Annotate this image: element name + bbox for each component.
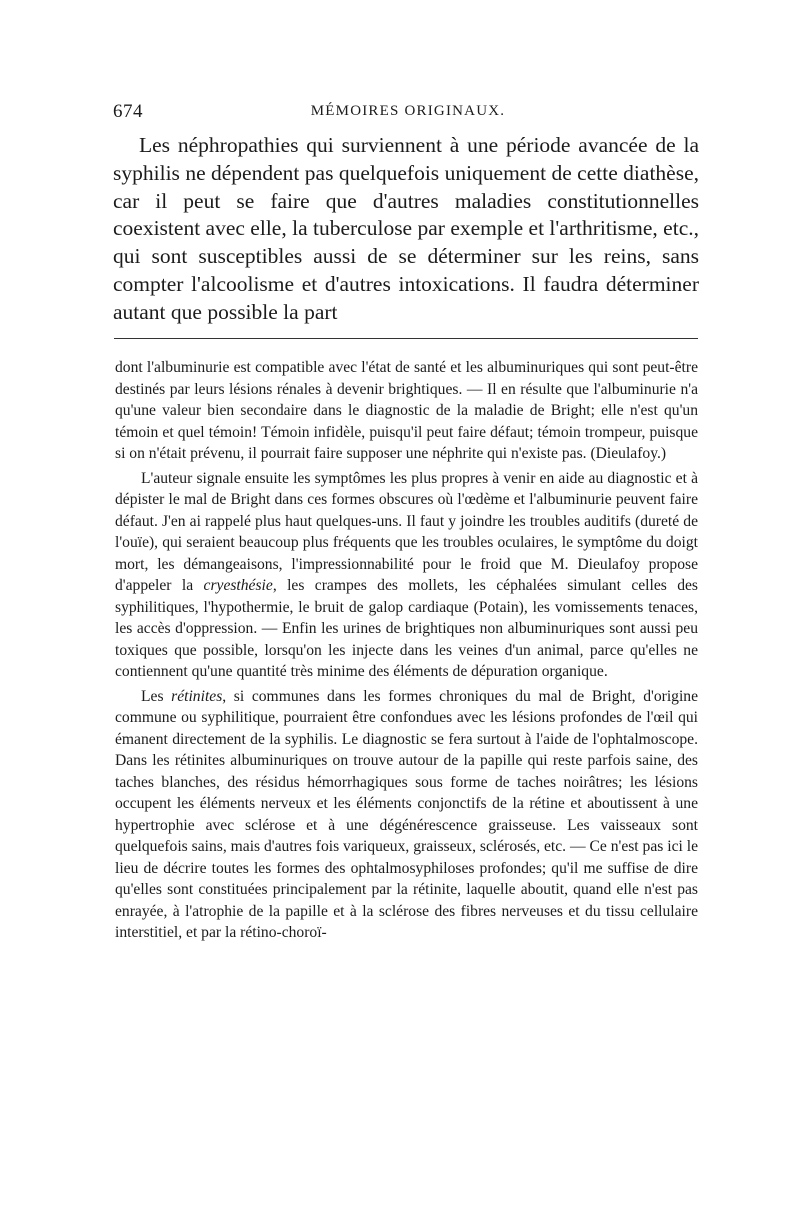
footnote-text-segment: L'auteur signale ensuite les symptômes les plus propres à venir en aide au diagnostic et à dépister le mal de Bright dans ces formes obscures où l'œdème et l'albuminurie peuvent faire défaut. J'en ai rappelé plus haut quelques-uns. Il faut y joindre les troubles auditifs (dureté de l'ouïe), qui seraient beaucoup plus fréquents que les troubles oculaires, le symptôme du doigt mort, les démangeaisons, l'impressionnabilité pour le froid que M. Dieulafoy propose d'appeler la: [115, 469, 698, 594]
footnote-text-segment: , les crampes des mollets, les céphalées simulant celles des syphilitiques, l'hypothermie, le bruit de galop cardiaque (Potain), les vomissements tenaces, les accès d'oppression. — Enfin les urines de brightiques non albuminuriques sont aussi peu toxiques que possible, lorsqu'on les injecte dans les veines d'un animal, parce qu'elles ne contiennent qu'une quantité très minime des éléments de dépuration organique.: [115, 577, 698, 680]
footnote-separator-rule: [114, 338, 698, 339]
footnote-paragraph-symptoms: [115, 468, 698, 683]
italic-term-retinites: rétinites: [171, 687, 223, 705]
footnote-paragraph-retinites: [115, 686, 698, 944]
footnote-text-segment: , si communes dans les formes chroniques du mal de Bright, d'origine commune ou syphilitique, pourraient être confondues avec les lésions profondes de l'œil qui émanent directement de la syphilis. Le diagnostic se fera surtout à l'aide de l'ophtalmoscope. Dans les rétinites albuminuriques on trouve autour de la papille qui reste parfois saine, des taches blanches, des résidus hémorrhagiques sous forme de taches noirâtres; les lésions occupent les éléments nerveux et les éléments conjonctifs de la rétine et aboutissent à une hypertrophie avec sclérose et à une dégénérescence graisseuse. Les vaisseaux sont quelquefois sains, mais d'autres fois variqueux, graisseux, sclérosés, etc. — Ce n'est pas ici le lieu de décrire toutes les formes des ophtalmosyphiloses profondes; qu'il me suffise de dire qu'elles sont constituées principalement par la rétinite, laquelle aboutit, quand elle n'est pas enrayée, à l'atrophie de la papille et à la sclérose des fibres nerveuses et du tissu cellulaire interstitiel, et par la rétino-choroï-: [115, 687, 698, 941]
italic-term-cryesthesie: cryesthésie: [203, 577, 273, 594]
page-header: [113, 101, 703, 123]
page-number: 674: [113, 101, 143, 122]
main-paragraph: Les néphropathies qui surviennent à une période avancée de la syphilis ne dépendent pas quelquefois uniquement de cette diathèse, car il peut se faire que d'autres maladies constitutionnelles coexistent avec elle, la tuberculose par exemple et l'arthritisme, etc., qui sont susceptibles aussi de se déterminer sur les reins, sans compter l'alcoolisme et d'autres intoxications. Il faudra déterminer autant que possible la part: [113, 133, 699, 324]
footnote-text-segment: Les: [141, 687, 172, 705]
footnote-block: [115, 357, 698, 944]
footnote-paragraph-continuation: dont l'albuminurie est compatible avec l'état de santé et les albuminuriques qui sont peut-être destinés par leurs lésions rénales à devenir brightiques. — Il en résulte que l'albuminurie n'a qu'une valeur bien secondaire dans le diagnostic de la maladie de Bright; elle n'est qu'un témoin et quel témoin! Témoin infidèle, puisqu'il peut faire défaut; témoin trompeur, puisque si on n'était prévenu, il pourrait faire supposer une néphrite qui n'existe pas. (Dieulafoy.): [115, 359, 698, 462]
running-head: MÉMOIRES ORIGINAUX.: [310, 103, 506, 119]
